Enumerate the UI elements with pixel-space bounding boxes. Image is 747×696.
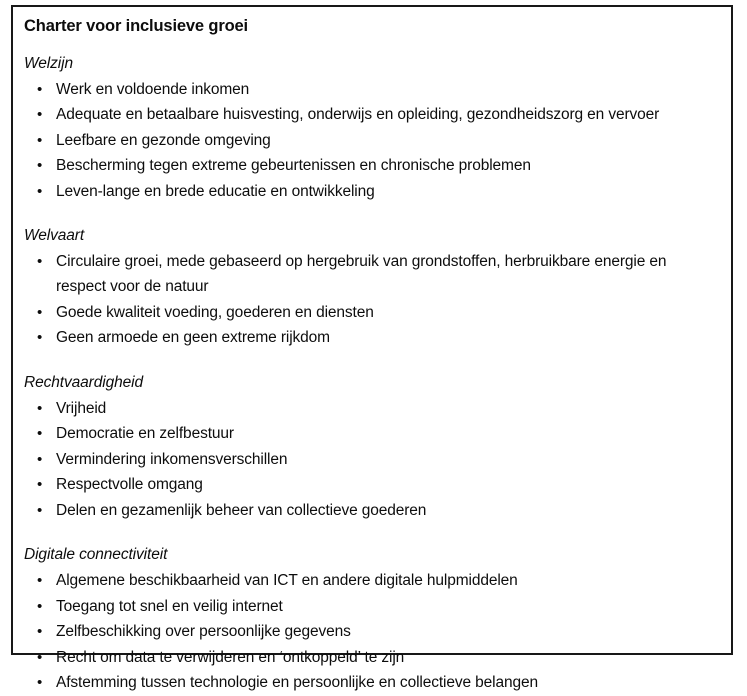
list-item-text: Delen en gezamenlijk beheer van collectieve goederen — [56, 501, 427, 519]
list-item-text: Algemene beschikbaarheid van ICT en andere digitale hulpmiddelen — [56, 572, 518, 590]
bullet-point-icon: • — [37, 674, 43, 692]
list-item — [24, 645, 715, 671]
list-item — [24, 325, 715, 351]
list-item — [24, 128, 715, 154]
charter-box — [11, 5, 733, 692]
charter-section — [24, 373, 715, 523]
bullet-point-icon: • — [37, 303, 43, 321]
page-title: Charter voor inclusieve groei — [24, 17, 248, 35]
bullet-point-icon: • — [37, 425, 43, 443]
list-item — [24, 249, 715, 300]
list-item — [24, 568, 715, 594]
bullet-list — [24, 396, 715, 524]
list-item-text: Circulaire groei, mede gebaseerd op hergebruik van grondstoffen, herbruikbare energie en respect voor de natuur — [56, 252, 667, 296]
charter-section — [24, 54, 715, 204]
list-item — [24, 472, 715, 498]
bullet-point-icon: • — [37, 131, 43, 149]
list-item-text: Democratie en zelfbestuur — [56, 425, 234, 443]
bullet-point-icon: • — [37, 501, 43, 519]
list-item — [24, 102, 715, 128]
list-item-text: Zelfbeschikking over persoonlijke gegevens — [56, 623, 351, 641]
section-heading: Welzijn — [24, 54, 73, 72]
section-list — [24, 54, 715, 696]
list-item-text: Adequate en betaalbare huisvesting, onderwijs en opleiding, gezondheidszorg en vervoer — [56, 106, 660, 124]
charter-section — [24, 226, 715, 351]
bullet-point-icon: • — [37, 329, 43, 347]
bullet-point-icon: • — [37, 252, 43, 270]
list-item-text: Recht om data te verwijderen en ‘ontkoppeld’ te zijn — [56, 648, 405, 666]
list-item — [24, 300, 715, 326]
list-item-text: Leefbare en gezonde omgeving — [56, 131, 271, 149]
section-heading: Rechtvaardigheid — [24, 373, 144, 391]
list-item-text: Respectvolle omgang — [56, 476, 203, 494]
bullet-point-icon: • — [37, 157, 43, 175]
bullet-point-icon: • — [37, 399, 43, 417]
list-item — [24, 498, 715, 524]
list-item — [24, 447, 715, 473]
list-item — [24, 619, 715, 645]
bullet-point-icon: • — [37, 648, 43, 666]
bullet-point-icon: • — [37, 80, 43, 98]
list-item-text: Toegang tot snel en veilig internet — [56, 597, 283, 615]
list-item-text: Vrijheid — [56, 399, 107, 417]
list-item — [24, 153, 715, 179]
list-item — [24, 77, 715, 103]
list-item — [24, 396, 715, 422]
list-item-text: Leven-lange en brede educatie en ontwikkeling — [56, 182, 375, 200]
bullet-point-icon: • — [37, 450, 43, 468]
section-heading: Welvaart — [24, 227, 85, 245]
bullet-point-icon: • — [37, 572, 43, 590]
list-item — [24, 179, 715, 205]
bullet-point-icon: • — [37, 476, 43, 494]
bullet-point-icon: • — [37, 182, 43, 200]
bullet-list — [24, 249, 715, 351]
section-heading: Digitale connectiviteit — [24, 546, 168, 564]
list-item-text: Werk en voldoende inkomen — [56, 80, 250, 98]
bullet-point-icon: • — [37, 106, 43, 124]
charter-section — [24, 545, 715, 695]
list-item — [24, 421, 715, 447]
bullet-list — [24, 77, 715, 205]
list-item — [24, 594, 715, 620]
bullet-point-icon: • — [37, 597, 43, 615]
list-item-text: Geen armoede en geen extreme rijkdom — [56, 329, 330, 347]
list-item-text: Vermindering inkomensverschillen — [56, 450, 288, 468]
list-item-text: Bescherming tegen extreme gebeurtenissen en chronische problemen — [56, 157, 531, 175]
list-item — [24, 670, 715, 696]
bullet-point-icon: • — [37, 623, 43, 641]
list-item-text: Afstemming tussen technologie en persoonlijke en collectieve belangen — [56, 674, 538, 692]
list-item-text: Goede kwaliteit voeding, goederen en diensten — [56, 303, 374, 321]
bullet-list — [24, 568, 715, 696]
